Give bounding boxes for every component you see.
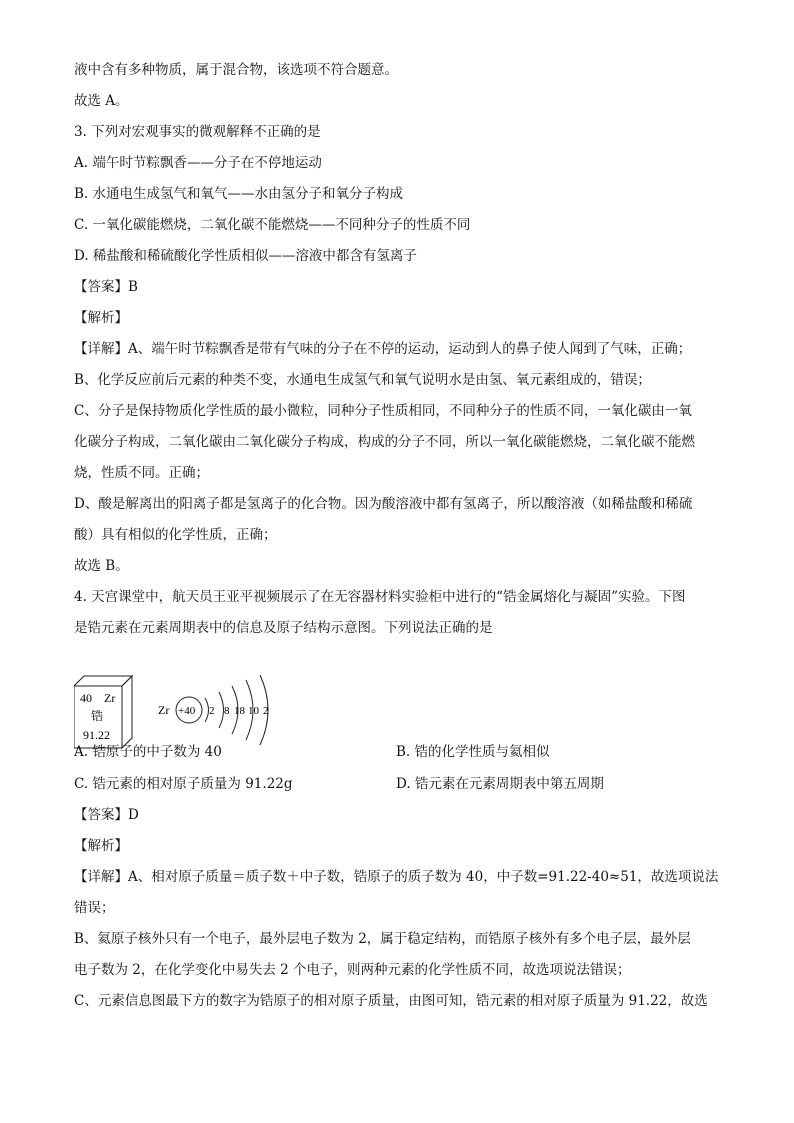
answer-label: 【答案】D (74, 807, 139, 823)
shell-count-1: 2 (209, 705, 215, 717)
question-4-option-a: A. 锆原子的中子数为 40 (74, 744, 222, 760)
shell-count-3: 18 (234, 705, 245, 717)
text-line: 电子数为 2，在化学变化中易失去 2 个电子，则两种元素的化学性质不同，故选项说法错误； (74, 962, 631, 978)
text-line: B、氦原子核外只有一个电子，最外层电子数为 2，属于稳定结构，而锆原子核外有多个电子层，最外层 (74, 931, 691, 947)
element-symbol: Zr (104, 691, 116, 705)
question-4-stem: 4. 天宫课堂中，航天员王亚平视频展示了在无容器材料实验柜中进行的“锆金属熔化与凝固”实验。下图 (74, 589, 686, 605)
element-name: 锆 (91, 709, 104, 723)
question-4-option-c: C. 锆元素的相对原子质量为 91.22g (74, 776, 293, 792)
text-line: 酸）具有相似的化学性质，正确； (74, 527, 277, 543)
text-line: B、化学反应前后元素的种类不变，水通电生成氢气和氧气说明水是由氢、氧元素组成的，错误； (74, 372, 651, 388)
text-line: 化碳分子构成，二氧化碳由二氧化碳分子构成，构成的分子不同，所以一氧化碳能燃烧，二氧化碳不能燃 (74, 434, 695, 450)
text-line: C、分子是保持物质化学性质的最小微粒，同种分子性质相同，不同种分子的性质不同，一氧化碳由一氧 (74, 403, 692, 419)
atomic-number: 40 (80, 691, 92, 705)
atomic-mass: 91.22 (83, 728, 110, 742)
question-3-option-a: A. 端午时节粽飘香——分子在不停地运动 (74, 155, 322, 171)
question-3-option-b: B. 水通电生成氢气和氧气——水由氢分子和氧分子构成 (74, 186, 404, 202)
text-line: 故选 B。 (74, 558, 129, 574)
question-4-stem-cont: 是锆元素在元素周期表中的信息及原子结构示意图。下列说法正确的是 (74, 620, 493, 636)
question-3-option-d: D. 稀盐酸和稀硫酸化学性质相似——溶液中都含有氢离子 (74, 248, 417, 264)
text-line: D、酸是解离出的阳离子都是氢离子的化合物。因为酸溶液中都有氢离子，所以酸溶液（如稀盐酸和稀硫 (74, 496, 693, 512)
text-line: 烧，性质不同。正确； (74, 465, 209, 481)
answer-label: 【答案】B (74, 279, 138, 295)
question-4-option-d: D. 锆元素在元素周期表中第五周期 (396, 776, 604, 792)
question-4-option-b: B. 锆的化学性质与氦相似 (396, 744, 550, 760)
electron-shell-2 (219, 692, 224, 728)
analysis-label: 【解析】 (74, 310, 128, 326)
text-line: 【详解】A、端午时节粽飘香是带有气味的分子在不停的运动，运动到人的鼻子使人闻到了气味，正确； (74, 341, 692, 357)
nucleus-charge: +40 (178, 705, 196, 717)
text-line: 错误； (74, 900, 115, 916)
text-line: C、元素信息图最下方的数字为锆原子的相对原子质量，由图可知，锆元素的相对原子质量为 91.22，故选 (74, 993, 708, 1009)
analysis-label: 【解析】 (74, 838, 128, 854)
text-line: 故选 A。 (74, 93, 129, 109)
text-line: 液中含有多种物质，属于混合物，该选项不符合题意。 (74, 62, 398, 78)
question-3-option-c: C. 一氧化碳能燃烧，二氧化碳不能燃烧——不同种分子的性质不同 (74, 217, 471, 233)
nucleus-symbol: Zr (158, 703, 170, 717)
question-3-stem: 3. 下列对宏观事实的微观解释不正确的是 (74, 124, 321, 140)
shell-count-5: 2 (263, 705, 269, 717)
shell-count-4: 10 (248, 705, 259, 717)
text-line: 【详解】A、相对原子质量＝质子数＋中子数，锆原子的质子数为 40，中子数=91.22-40≈51，故选项说法 (74, 869, 719, 885)
tile-side-face (122, 676, 132, 748)
shell-count-2: 8 (224, 705, 230, 717)
electron-shell-1 (205, 698, 209, 722)
